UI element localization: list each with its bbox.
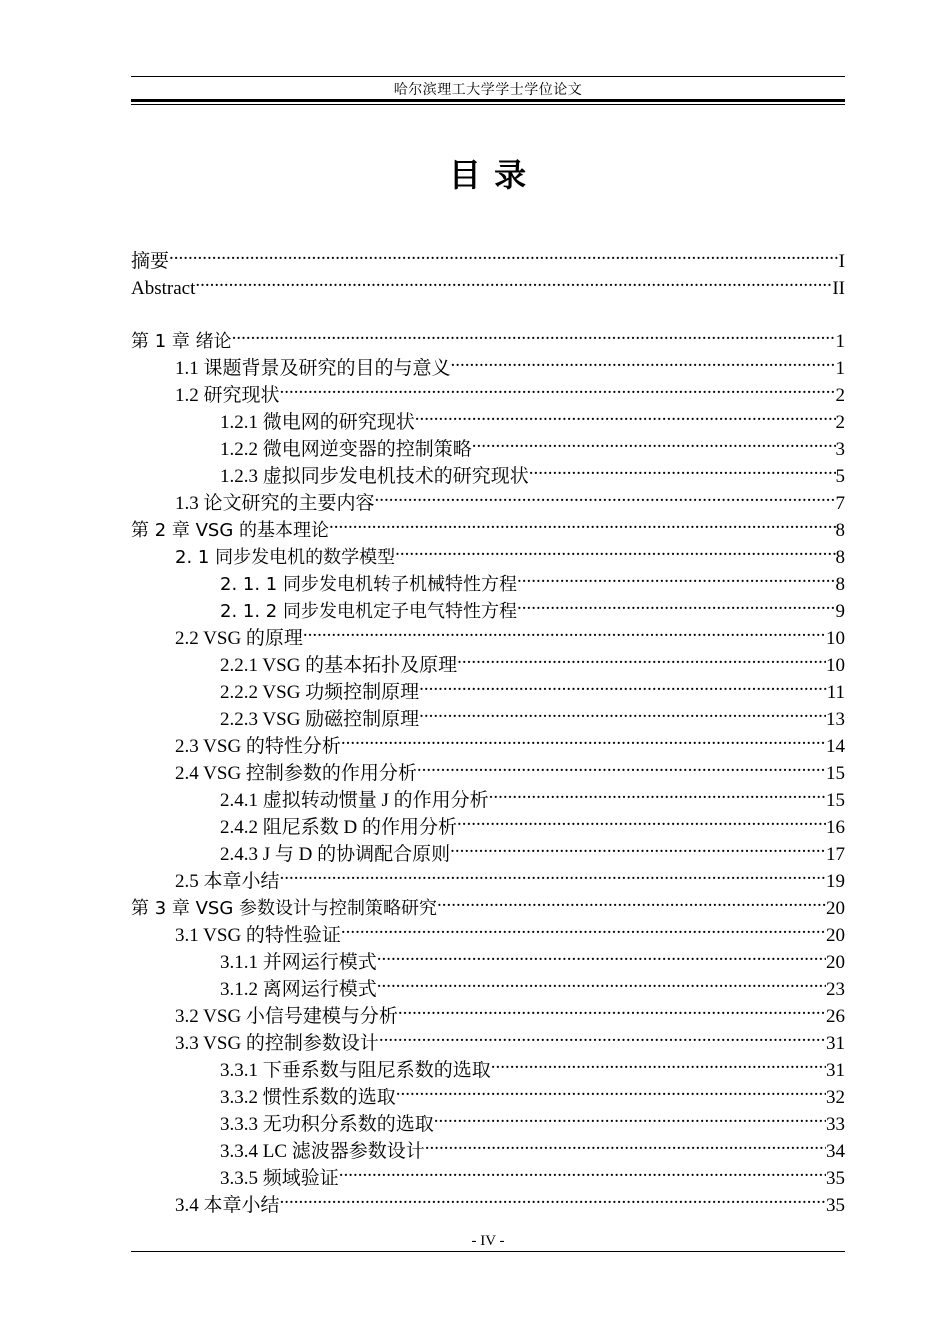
toc-leader-dots xyxy=(451,347,836,374)
toc-entry-label: 第 3 章 VSG 参数设计与控制策略研究 xyxy=(131,898,438,919)
toc-entry-page: 19 xyxy=(826,871,845,892)
toc-entry xyxy=(131,752,845,784)
toc-leader-dots xyxy=(517,563,836,590)
toc-entry-page: 11 xyxy=(826,682,845,703)
toc-leader-dots xyxy=(489,779,826,806)
header-rule-thin xyxy=(131,104,845,105)
toc-entry xyxy=(131,536,845,568)
toc-entry xyxy=(131,267,845,299)
toc-entry xyxy=(131,347,845,379)
toc-leader-dots xyxy=(195,267,832,294)
toc-leader-dots xyxy=(457,644,826,671)
toc-leader-dots xyxy=(529,455,836,482)
toc-entry-label: 3.3.3 无功积分系数的选取 xyxy=(220,1114,434,1135)
toc-entry-page: 1 xyxy=(835,331,845,352)
toc-entry-label: 3.1.2 离网运行模式 xyxy=(220,979,377,1000)
toc-entry-page: 31 xyxy=(826,1060,845,1081)
toc-entry xyxy=(131,240,845,272)
toc-entry-label: 1.2 研究现状 xyxy=(175,385,280,406)
page-title: 目 录 xyxy=(448,156,528,194)
toc-entry-label: 1.1 课题背景及研究的目的与意义 xyxy=(175,358,451,379)
toc-entry-label: 3.2 VSG 小信号建模与分析 xyxy=(175,1006,398,1027)
toc-leader-dots xyxy=(280,1184,826,1211)
toc-leader-dots xyxy=(419,671,827,698)
toc-entry xyxy=(131,1157,845,1189)
toc-entry xyxy=(131,428,845,460)
toc-leader-dots xyxy=(341,725,826,752)
toc-entry-label: 3.3.2 惯性系数的选取 xyxy=(220,1087,396,1108)
toc-leader-dots xyxy=(417,752,826,779)
toc-entry-page: 2 xyxy=(835,385,845,406)
toc-entry-page: 20 xyxy=(826,925,845,946)
toc-entry-page: 16 xyxy=(826,817,845,838)
toc-entry-page: 8 xyxy=(835,520,845,541)
toc-entry-page: 9 xyxy=(835,601,845,622)
toc-entry-label: 3.3.5 频域验证 xyxy=(220,1168,339,1189)
toc-entry-page: II xyxy=(832,278,845,299)
header-rule-top xyxy=(131,76,845,77)
toc-entry-label: 3.3 VSG 的控制参数设计 xyxy=(175,1033,379,1054)
toc-entry-page: 20 xyxy=(826,898,845,919)
toc-entry-label: 第 1 章 绪论 xyxy=(131,331,232,352)
toc-entry-page: 33 xyxy=(826,1114,845,1135)
toc-entry-page: 20 xyxy=(826,952,845,973)
toc-leader-dots xyxy=(398,995,826,1022)
toc-entry-page: 5 xyxy=(835,466,845,487)
toc-entry-label: 1.2.2 微电网逆变器的控制策略 xyxy=(220,439,472,460)
toc-entry-page: I xyxy=(838,251,845,272)
toc-entry xyxy=(131,725,845,757)
toc-entry-page: 8 xyxy=(835,547,845,568)
toc-entry-page: 10 xyxy=(826,655,845,676)
toc-entry-page: 31 xyxy=(826,1033,845,1054)
toc-entry xyxy=(131,968,845,1000)
toc-leader-dots xyxy=(341,914,826,941)
toc-entry xyxy=(131,455,845,487)
toc-entry-label: 2.2.2 VSG 功频控制原理 xyxy=(220,682,420,703)
toc-entry-label: 2.5 本章小结 xyxy=(175,871,280,892)
toc-entry-label: 1.3 论文研究的主要内容 xyxy=(175,493,375,514)
toc-entry-page: 1 xyxy=(835,358,845,379)
toc-entry-page: 7 xyxy=(835,493,845,514)
toc-entry xyxy=(131,401,845,433)
toc-leader-dots xyxy=(280,374,836,401)
toc-entry-page: 2 xyxy=(835,412,845,433)
toc-leader-dots xyxy=(169,240,839,267)
footer-rule xyxy=(131,1251,845,1252)
toc-entry-label: 2.4.3 J 与 D 的协调配合原则 xyxy=(220,844,451,865)
toc-entry-page: 10 xyxy=(826,628,845,649)
toc-leader-dots xyxy=(379,1022,826,1049)
page-number: - IV - xyxy=(471,1233,505,1249)
toc-entry-label: 2.4 VSG 控制参数的作用分析 xyxy=(175,763,417,784)
toc-entry-page: 15 xyxy=(826,763,845,784)
toc-entry-page: 17 xyxy=(826,844,845,865)
toc-leader-dots xyxy=(303,617,826,644)
toc-entry-page: 26 xyxy=(826,1006,845,1027)
toc-leader-dots xyxy=(339,1157,826,1184)
toc-entry xyxy=(131,563,845,595)
toc-entry-label: 2. 1 同步发电机的数学模型 xyxy=(175,547,396,568)
toc-entry-label: 2.2.1 VSG 的基本拓扑及原理 xyxy=(220,655,458,676)
toc-entry-page: 23 xyxy=(826,979,845,1000)
toc-leader-dots xyxy=(377,941,826,968)
toc-entry-page: 14 xyxy=(826,736,845,757)
toc-leader-dots xyxy=(491,1049,826,1076)
toc-leader-dots xyxy=(472,428,836,455)
toc-entry xyxy=(131,1022,845,1054)
toc-entry xyxy=(131,1184,845,1216)
toc-entry xyxy=(131,671,845,703)
toc-leader-dots xyxy=(280,860,826,887)
toc-entry xyxy=(131,941,845,973)
toc-entry-page: 3 xyxy=(835,439,845,460)
toc-entry xyxy=(131,698,845,730)
toc-leader-dots xyxy=(517,590,836,617)
toc-entry-label: 3.3.4 LC 滤波器参数设计 xyxy=(220,1141,425,1162)
toc-entry xyxy=(131,887,845,919)
toc-entry xyxy=(131,482,845,514)
toc-entry-label: 摘要 xyxy=(131,251,170,272)
toc-entry-label: 2.3 VSG 的特性分析 xyxy=(175,736,341,757)
toc-entry xyxy=(131,860,845,892)
toc-leader-dots xyxy=(419,698,826,725)
toc-entry-label: 2. 1. 1 同步发电机转子机械特性方程 xyxy=(220,574,517,595)
toc-entry-label: 3.1.1 并网运行模式 xyxy=(220,952,377,973)
toc-entry-page: 32 xyxy=(826,1087,845,1108)
toc-entry xyxy=(131,779,845,811)
toc-leader-dots xyxy=(437,887,826,914)
toc-entry xyxy=(131,1049,845,1081)
toc-leader-dots xyxy=(396,1076,826,1103)
toc-leader-dots xyxy=(395,536,835,563)
toc-entry xyxy=(131,914,845,946)
toc-entry xyxy=(131,1103,845,1135)
toc-entry xyxy=(131,320,845,352)
header-rule-thick xyxy=(131,99,845,102)
toc-leader-dots xyxy=(434,1103,826,1130)
toc-entry xyxy=(131,1130,845,1162)
toc-entry-page: 35 xyxy=(826,1168,845,1189)
toc-entry xyxy=(131,617,845,649)
running-header: 哈尔滨理工大学学士学位论文 xyxy=(393,83,583,98)
toc-entry-label: 2.4.2 阻尼系数 D 的作用分析 xyxy=(220,817,457,838)
toc-entry-label: 2.4.1 虚拟转动惯量 J 的作用分析 xyxy=(220,790,489,811)
toc-leader-dots xyxy=(450,833,826,860)
toc-entry xyxy=(131,1076,845,1108)
toc-leader-dots xyxy=(375,482,836,509)
toc-entry xyxy=(131,806,845,838)
toc-entry-page: 15 xyxy=(826,790,845,811)
toc-entry xyxy=(131,374,845,406)
toc-entry-label: 1.2.1 微电网的研究现状 xyxy=(220,412,415,433)
toc-entry xyxy=(131,644,845,676)
toc-leader-dots xyxy=(232,320,836,347)
toc-entry-page: 13 xyxy=(826,709,845,730)
toc-entry-page: 8 xyxy=(835,574,845,595)
toc-entry-page: 34 xyxy=(826,1141,845,1162)
toc-entry-label: 3.3.1 下垂系数与阻尼系数的选取 xyxy=(220,1060,491,1081)
toc-entry-label: 2.2.3 VSG 励磁控制原理 xyxy=(220,709,420,730)
toc-leader-dots xyxy=(425,1130,826,1157)
toc-entry xyxy=(131,833,845,865)
toc-leader-dots xyxy=(415,401,836,428)
toc-entry-label: 1.2.3 虚拟同步发电机技术的研究现状 xyxy=(220,466,529,487)
toc-entry-label: Abstract xyxy=(131,278,196,299)
toc-entry-label: 第 2 章 VSG 的基本理论 xyxy=(131,520,330,541)
toc-leader-dots xyxy=(457,806,826,833)
toc-entry xyxy=(131,590,845,622)
toc-leader-dots xyxy=(377,968,826,995)
toc-entry-label: 2.2 VSG 的原理 xyxy=(175,628,303,649)
toc-entry-page: 35 xyxy=(826,1195,845,1216)
toc-entry-label: 2. 1. 2 同步发电机定子电气特性方程 xyxy=(220,601,517,622)
toc-entry-label: 3.1 VSG 的特性验证 xyxy=(175,925,341,946)
toc-leader-dots xyxy=(329,509,835,536)
toc-entry xyxy=(131,509,845,541)
toc-entry xyxy=(131,995,845,1027)
toc-entry-label: 3.4 本章小结 xyxy=(175,1195,280,1216)
